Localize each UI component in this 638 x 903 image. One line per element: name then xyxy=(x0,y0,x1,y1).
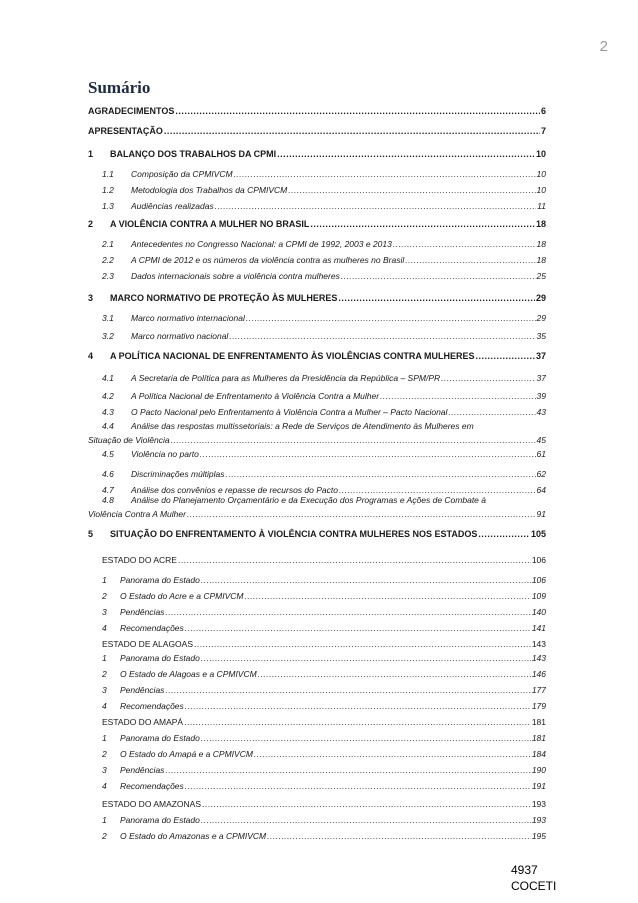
toc-entry-number: 2 xyxy=(102,831,107,841)
toc-leader-dots xyxy=(254,748,531,760)
toc-entry-number: 4.3 xyxy=(102,407,114,417)
toc-entry-page: 140 xyxy=(531,607,546,617)
toc-chapter[interactable] xyxy=(88,218,546,230)
toc-entry-text: Marco normativo nacional xyxy=(131,331,229,341)
toc-entry-page: 184 xyxy=(531,749,546,759)
toc-leader-dots xyxy=(246,312,536,324)
toc-entry-page: 6 xyxy=(540,106,546,116)
toc-state-heading[interactable] xyxy=(102,798,546,810)
toc-leader-dots xyxy=(164,125,540,137)
toc-state-heading[interactable] xyxy=(102,716,546,728)
toc-entry-text: O Estado do Amazonas e a CPMIVCM xyxy=(120,831,267,841)
toc-entry-number: 3.2 xyxy=(102,331,114,341)
toc-leader-dots xyxy=(165,606,530,618)
toc-entry-text: Análise das respostas multissetoriais: a Rede de Serviços de Atendimento às Mulheres em xyxy=(131,421,474,431)
toc-entry-text: Panorama do Estado xyxy=(120,575,200,585)
toc-entry-page: 62 xyxy=(536,469,546,479)
toc-entry-number: 2 xyxy=(102,749,107,759)
toc-entry-page: 61 xyxy=(536,449,546,459)
toc-entry-number: 5 xyxy=(88,529,94,539)
toc-entry-text-continued: Violência Contra A Mulher xyxy=(88,509,186,519)
toc-entry-number: 1.3 xyxy=(102,201,114,211)
toc-leader-dots xyxy=(380,390,535,402)
toc-entry-text: A Secretaria de Política para as Mulheres da Presidência da República – SPM/PR xyxy=(131,373,441,383)
toc-subsection[interactable] xyxy=(102,684,546,696)
toc-entry-page: 181 xyxy=(531,717,546,727)
toc-entry-page: 10 xyxy=(536,169,546,179)
toc-entry-number: 1.2 xyxy=(102,185,114,195)
footer-stamp xyxy=(511,862,556,894)
toc-subsection[interactable] xyxy=(102,168,546,180)
toc-entry-number: 4.8 xyxy=(102,495,114,505)
toc-entry-text: A VIOLÊNCIA CONTRA A MULHER NO BRASIL xyxy=(110,219,310,229)
toc-entry-page: 29 xyxy=(535,293,546,303)
toc-entry-page: 106 xyxy=(531,575,546,585)
toc-leader-dots xyxy=(165,764,530,776)
toc-leader-dots xyxy=(185,622,531,634)
toc-subsection[interactable] xyxy=(102,668,546,680)
toc-entry-number: 4.4 xyxy=(102,421,114,431)
toc-state-heading[interactable] xyxy=(102,638,546,650)
toc-subsection[interactable] xyxy=(102,830,546,842)
toc-entry-number: 3 xyxy=(88,293,94,303)
toc-leader-dots xyxy=(277,148,535,160)
toc-subsection[interactable] xyxy=(102,764,546,776)
toc-entry-page: 143 xyxy=(531,653,546,663)
toc-entry-page: 109 xyxy=(531,591,546,601)
toc-leader-dots xyxy=(187,508,536,520)
toc-entry-number: 3 xyxy=(102,607,107,617)
toc-entry-wrapped-line[interactable] xyxy=(102,420,474,432)
toc-entry-page: 141 xyxy=(531,623,546,633)
toc-entry-page: 18 xyxy=(536,239,546,249)
toc-leader-dots xyxy=(194,638,531,650)
toc-chapter[interactable] xyxy=(88,292,546,304)
toc-entry-page: 35 xyxy=(536,331,546,341)
toc-entry-number: 1 xyxy=(102,815,107,825)
page-number: 2 xyxy=(599,38,608,55)
toc-state-heading[interactable] xyxy=(102,554,546,566)
toc-entry-number: 1 xyxy=(102,575,107,585)
toc-entry-text: Recomendações xyxy=(120,701,184,711)
toc-entry-text: Análise do Planejamento Orçamentário e da Execução dos Programas e Ações de Combate à xyxy=(131,495,486,505)
toc-entry-text: Antecedentes no Congresso Nacional: a CPMI de 1992, 2003 e 2013 xyxy=(131,239,392,249)
toc-entry-page: 64 xyxy=(536,485,546,495)
toc-entry-text: O Estado de Alagoas e a CPMIVCM xyxy=(120,669,257,679)
toc-entry-text: ESTADO DO AMAPÁ xyxy=(102,717,184,727)
toc-entry-page: 18 xyxy=(536,255,546,265)
toc-entry-text: Composição da CPMIVCM xyxy=(131,169,233,179)
toc-entry-text: Dados internacionais sobre a violência contra mulheres xyxy=(131,271,340,281)
toc-chapter[interactable] xyxy=(88,125,546,137)
toc-subsection[interactable] xyxy=(102,606,546,618)
toc-subsection[interactable] xyxy=(102,748,546,760)
toc-entry-number: 4.1 xyxy=(102,373,114,383)
toc-entry-text: Pendências xyxy=(120,607,165,617)
toc-entry-text: Metodologia dos Trabalhos da CPMIVCM xyxy=(131,185,288,195)
toc-entry-page: 91 xyxy=(536,509,546,519)
toc-leader-dots xyxy=(185,780,531,792)
toc-entry-number: 2.3 xyxy=(102,271,114,281)
toc-subsection[interactable] xyxy=(102,780,546,792)
toc-entry-page: 106 xyxy=(531,555,546,565)
toc-subsection[interactable] xyxy=(102,622,546,634)
toc-entry-page: 10 xyxy=(535,149,546,159)
toc-subsection[interactable] xyxy=(102,814,546,826)
toc-leader-dots xyxy=(267,830,531,842)
toc-leader-dots xyxy=(288,184,535,196)
toc-leader-dots xyxy=(201,814,531,826)
toc-entry-text-continued: Situação de Violência xyxy=(88,435,170,445)
toc-subsection[interactable] xyxy=(102,238,546,250)
toc-leader-dots xyxy=(165,684,530,696)
toc-entry-continuation[interactable] xyxy=(88,508,546,520)
toc-entry-text: AGRADECIMENTOS xyxy=(88,106,175,116)
toc-subsection[interactable] xyxy=(102,574,546,586)
toc-entry-text: Pendências xyxy=(120,685,165,695)
toc-subsection[interactable] xyxy=(102,330,546,342)
toc-entry-page: 193 xyxy=(531,815,546,825)
toc-entry-number: 4.6 xyxy=(102,469,114,479)
toc-subsection[interactable] xyxy=(102,312,546,324)
toc-entry-number: 3 xyxy=(102,765,107,775)
toc-leader-dots xyxy=(405,254,535,266)
toc-leader-dots xyxy=(448,406,535,418)
toc-entry-text: A POLÍTICA NACIONAL DE ENFRENTAMENTO ÀS VIOLÊNCIAS CONTRA MULHERES xyxy=(110,351,475,361)
toc-subsection[interactable] xyxy=(102,406,546,418)
toc-leader-dots xyxy=(201,732,531,744)
toc-entry-text: A CPMI de 2012 e os números da violência contra as mulheres no Brasil xyxy=(131,255,405,265)
toc-entry-number: 4 xyxy=(102,781,107,791)
toc-entry-number: 1 xyxy=(102,653,107,663)
toc-entry-page: 195 xyxy=(531,831,546,841)
toc-chapter[interactable] xyxy=(88,148,546,160)
toc-leader-dots xyxy=(171,434,536,446)
toc-entry-page: 11 xyxy=(537,201,546,211)
toc-subsection[interactable] xyxy=(102,184,546,196)
toc-leader-dots xyxy=(393,238,536,250)
toc-entry-page: 18 xyxy=(535,219,546,229)
toc-entry-text: O Estado do Acre e a CPMIVCM xyxy=(120,591,244,601)
toc-subsection[interactable] xyxy=(102,732,546,744)
toc-entry-text: ESTADO DO ACRE xyxy=(102,555,177,565)
toc-entry-number: 1 xyxy=(88,149,94,159)
toc-leader-dots xyxy=(338,292,535,304)
toc-leader-dots xyxy=(200,448,536,460)
toc-entry-text: Panorama do Estado xyxy=(120,815,200,825)
toc-entry-page: 7 xyxy=(540,126,546,136)
toc-entry-text: Pendências xyxy=(120,765,165,775)
toc-entry-page: 37 xyxy=(536,373,546,383)
toc-entry-number: 2 xyxy=(102,591,107,601)
toc-entry-page: 191 xyxy=(531,781,546,791)
toc-subsection[interactable] xyxy=(102,652,546,664)
toc-entry-number: 4 xyxy=(88,351,94,361)
toc-entry-text: Panorama do Estado xyxy=(120,653,200,663)
toc-subsection[interactable] xyxy=(102,700,546,712)
toc-entry-page: 43 xyxy=(536,407,546,417)
toc-entry-page: 105 xyxy=(530,529,546,539)
toc-entry-number: 2.2 xyxy=(102,255,114,265)
toc-subsection[interactable] xyxy=(102,200,546,212)
footer-label: COCETI xyxy=(511,879,557,893)
toc-entry-number: 1.1 xyxy=(102,169,114,179)
toc-leader-dots xyxy=(478,528,530,540)
toc-entry-page: 39 xyxy=(536,391,546,401)
toc-entry-page: 25 xyxy=(536,271,546,281)
footer-code: 4937 xyxy=(511,863,538,877)
toc-leader-dots xyxy=(175,105,540,117)
toc-entry-number: 3.1 xyxy=(102,313,114,323)
toc-entry-number: 4.2 xyxy=(102,391,114,401)
toc-entry-text: A Política Nacional de Enfrentamento à Violência Contra a Mulher xyxy=(131,391,380,401)
toc-entry-page: 190 xyxy=(531,765,546,775)
toc-leader-dots xyxy=(258,668,531,680)
toc-entry-text: MARCO NORMATIVO DE PROTEÇÃO ÀS MULHERES xyxy=(110,293,338,303)
toc-entry-continuation[interactable] xyxy=(88,434,546,446)
toc-entry-page: 146 xyxy=(531,669,546,679)
toc-leader-dots xyxy=(229,330,535,342)
toc-entry-page: 193 xyxy=(531,799,546,809)
toc-entry-number: 2 xyxy=(88,219,94,229)
toc-leader-dots xyxy=(201,574,531,586)
toc-chapter[interactable] xyxy=(88,350,546,362)
toc-leader-dots xyxy=(201,652,531,664)
toc-entry-text: Recomendações xyxy=(120,781,184,791)
toc-entry-text: Violência no parto xyxy=(131,449,199,459)
toc-entry-text: APRESENTAÇÃO xyxy=(88,126,163,136)
toc-leader-dots xyxy=(476,350,535,362)
toc-subsection[interactable] xyxy=(102,372,546,384)
toc-entry-page: 37 xyxy=(535,351,546,361)
toc-entry-text: O Pacto Nacional pelo Enfrentamento à Violência Contra a Mulher – Pacto Nacional xyxy=(131,407,448,417)
toc-entry-page: 179 xyxy=(531,701,546,711)
toc-chapter[interactable] xyxy=(88,105,546,117)
toc-entry-wrapped-line[interactable] xyxy=(102,494,486,506)
toc-subsection[interactable] xyxy=(102,254,546,266)
toc-leader-dots xyxy=(341,270,536,282)
toc-entry-text: Marco normativo internacional xyxy=(131,313,245,323)
toc-leader-dots xyxy=(441,372,535,384)
toc-entry-text: BALANÇO DOS TRABALHOS DA CPMI xyxy=(110,149,277,159)
toc-subsection[interactable] xyxy=(102,468,546,480)
toc-entry-page: 177 xyxy=(531,685,546,695)
toc-entry-number: 4.7 xyxy=(102,485,114,495)
toc-entry-page: 10 xyxy=(536,185,546,195)
toc-entry-number: 4 xyxy=(102,701,107,711)
toc-subsection[interactable] xyxy=(102,590,546,602)
toc-entry-text: O Estado do Amapá e a CPMIVCM xyxy=(120,749,253,759)
toc-entry-page: 181 xyxy=(531,733,546,743)
toc-subsection[interactable] xyxy=(102,270,546,282)
toc-subsection[interactable] xyxy=(102,390,546,402)
toc-entry-text: Audiências realizadas xyxy=(131,201,214,211)
toc-entry-text: ESTADO DO AMAZONAS xyxy=(102,799,202,809)
toc-entry-number: 2.1 xyxy=(102,239,114,249)
toc-entry-text: SITUAÇÃO DO ENFRENTAMENTO À VIOLÊNCIA CONTRA MULHERES NOS ESTADOS xyxy=(110,529,478,539)
toc-entry-number: 4 xyxy=(102,623,107,633)
toc-leader-dots xyxy=(234,168,536,180)
toc-leader-dots xyxy=(310,218,535,230)
toc-entry-number: 2 xyxy=(102,669,107,679)
toc-chapter[interactable] xyxy=(88,528,546,540)
toc-leader-dots xyxy=(185,700,531,712)
toc-subsection[interactable] xyxy=(102,448,546,460)
toc-leader-dots xyxy=(215,200,536,212)
toc-leader-dots xyxy=(244,590,530,602)
toc-entry-text: ESTADO DE ALAGOAS xyxy=(102,639,194,649)
toc-leader-dots xyxy=(226,468,536,480)
toc-entry-text: Panorama do Estado xyxy=(120,733,200,743)
toc-leader-dots xyxy=(184,716,531,728)
toc-entry-page: 45 xyxy=(536,435,546,445)
toc-entry-page: 29 xyxy=(536,313,546,323)
toc-entry-number: 4.5 xyxy=(102,449,114,459)
toc-title: Sumário xyxy=(88,78,151,97)
toc-entry-text: Análise dos convênios e repasse de recursos do Pacto xyxy=(131,485,338,495)
toc-entry-number: 3 xyxy=(102,685,107,695)
toc-leader-dots xyxy=(202,798,531,810)
toc-leader-dots xyxy=(178,554,531,566)
toc-entry-number: 1 xyxy=(102,733,107,743)
toc-entry-page: 143 xyxy=(531,639,546,649)
toc-entry-text: Discriminações múltiplas xyxy=(131,469,225,479)
toc-entry-text: Recomendações xyxy=(120,623,184,633)
